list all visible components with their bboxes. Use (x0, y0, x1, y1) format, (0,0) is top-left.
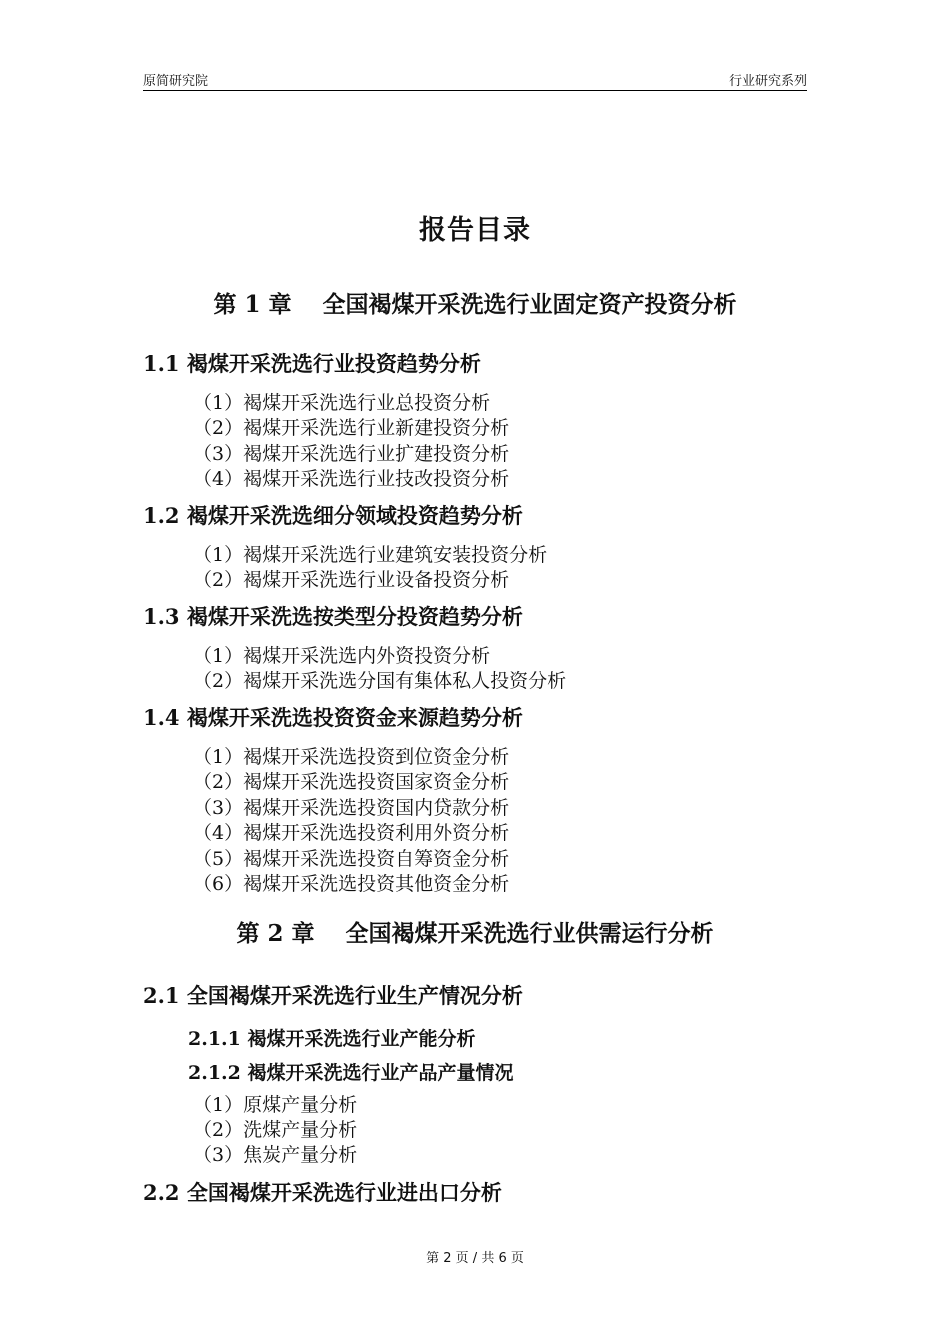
toc-item: （5）褐煤开采洗选投资自筹资金分析 (193, 848, 510, 870)
toc-item: （2）褐煤开采洗选投资国家资金分析 (193, 771, 510, 793)
header-series: 行业研究系列 (728, 74, 807, 89)
toc-item: （4）褐煤开采洗选行业技改投资分析 (193, 468, 510, 490)
toc-item: （2）洗煤产量分析 (193, 1119, 358, 1141)
chapter-1-title: 第 1 章 全国褐煤开采洗选行业固定资产投资分析 (213, 291, 737, 318)
toc-item: （3）褐煤开采洗选行业扩建投资分析 (193, 443, 510, 465)
toc-item: （6）褐煤开采洗选投资其他资金分析 (193, 873, 510, 895)
toc-item: （2）褐煤开采洗选分国有集体私人投资分析 (193, 670, 567, 692)
toc-item: （1）原煤产量分析 (193, 1094, 358, 1116)
toc-item: （1）褐煤开采洗选内外资投资分析 (193, 645, 491, 667)
page-title: 报告目录 (419, 215, 531, 246)
toc-item: （1）褐煤开采洗选行业总投资分析 (193, 392, 491, 414)
section-1-2: 1.2 褐煤开采洗选细分领域投资趋势分析 (143, 503, 523, 528)
toc-item: （3）焦炭产量分析 (193, 1144, 358, 1166)
toc-item: （3）褐煤开采洗选投资国内贷款分析 (193, 797, 510, 819)
page-header (143, 68, 807, 91)
section-1-3: 1.3 褐煤开采洗选按类型分投资趋势分析 (143, 604, 523, 629)
subsection-2-1-2: 2.1.2 褐煤开采洗选行业产品产量情况 (188, 1062, 514, 1084)
section-2-2: 2.2 全国褐煤开采洗选行业进出口分析 (143, 1180, 502, 1205)
toc-item: （2）褐煤开采洗选行业新建投资分析 (193, 417, 510, 439)
toc-item: （1）褐煤开采洗选投资到位资金分析 (193, 746, 510, 768)
header-publisher: 原简研究院 (143, 74, 209, 89)
page-footer: 第 2 页 / 共 6 页 (426, 1251, 524, 1266)
toc-item: （2）褐煤开采洗选行业设备投资分析 (193, 569, 510, 591)
toc-item: （1）褐煤开采洗选行业建筑安装投资分析 (193, 544, 548, 566)
section-2-1: 2.1 全国褐煤开采洗选行业生产情况分析 (143, 983, 523, 1008)
section-1-4: 1.4 褐煤开采洗选投资资金来源趋势分析 (143, 705, 523, 730)
chapter-2-title: 第 2 章 全国褐煤开采洗选行业供需运行分析 (236, 920, 714, 947)
subsection-2-1-1: 2.1.1 褐煤开采洗选行业产能分析 (188, 1028, 476, 1050)
toc-item: （4）褐煤开采洗选投资利用外资分析 (193, 822, 510, 844)
section-1-1: 1.1 褐煤开采洗选行业投资趋势分析 (143, 351, 481, 376)
